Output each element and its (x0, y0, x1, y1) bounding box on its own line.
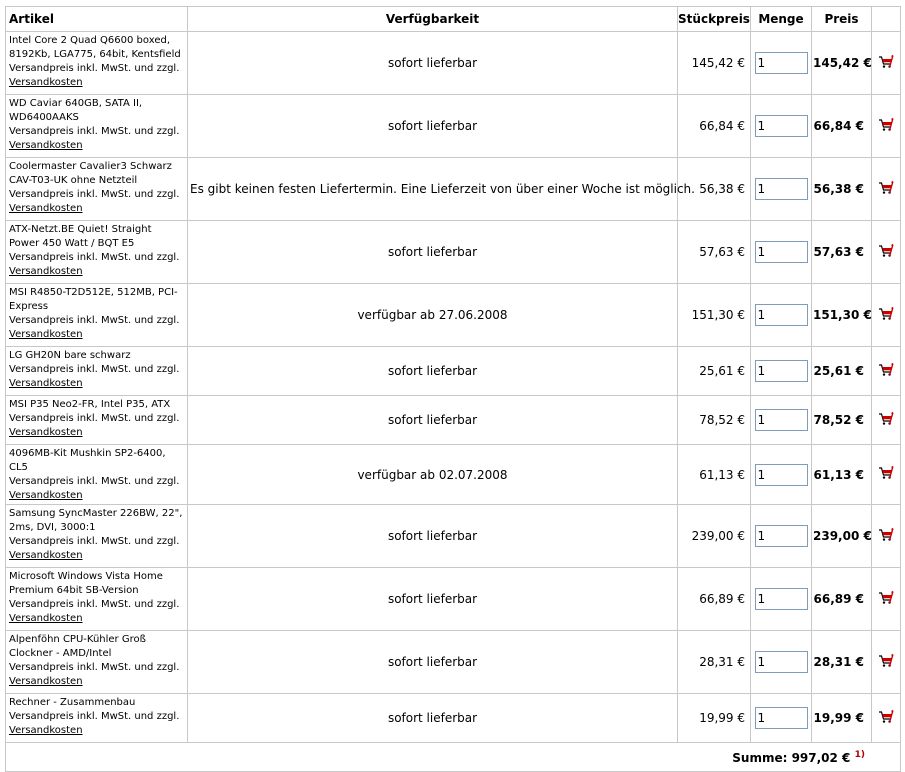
article-name: Coolermaster Cavalier3 Schwarz CAV-T03-UK ohne Netzteil (9, 161, 172, 186)
line-price: 145,42 € (812, 32, 872, 95)
remove-from-cart-icon[interactable] (878, 465, 894, 479)
quantity-input[interactable] (755, 651, 808, 673)
availability: sofort lieferbar (188, 396, 678, 445)
quantity-input[interactable] (755, 525, 808, 547)
line-price: 239,00 € (812, 505, 872, 568)
availability: sofort lieferbar (188, 221, 678, 284)
quantity-cell (751, 158, 812, 221)
article-cell (6, 631, 188, 694)
shipping-note: Versandpreis inkl. MwSt. und zzgl. (9, 189, 180, 200)
line-price: 66,84 € (812, 95, 872, 158)
shipping-note: Versandpreis inkl. MwSt. und zzgl. (9, 662, 180, 673)
unit-price: 66,89 € (678, 568, 751, 631)
cart-table (5, 6, 901, 772)
action-cell (872, 631, 901, 694)
shipping-costs-link[interactable]: Versandkosten (9, 203, 83, 214)
table-row (6, 95, 901, 158)
quantity-input[interactable] (755, 304, 808, 326)
quantity-cell (751, 95, 812, 158)
action-cell (872, 568, 901, 631)
article-name: 4096MB-Kit Mushkin SP2-6400, CL5 (9, 448, 166, 473)
quantity-input[interactable] (755, 241, 808, 263)
article-cell (6, 396, 188, 445)
remove-from-cart-icon[interactable] (878, 590, 894, 604)
shipping-costs-link[interactable]: Versandkosten (9, 490, 83, 501)
shipping-note: Versandpreis inkl. MwSt. und zzgl. (9, 413, 180, 424)
remove-from-cart-icon[interactable] (878, 180, 894, 194)
unit-price: 25,61 € (678, 347, 751, 396)
header-stueckpreis: Stückpreis (678, 7, 751, 32)
article-cell (6, 32, 188, 95)
article-name: Microsoft Windows Vista Home Premium 64bit SB-Version (9, 571, 163, 596)
availability: Es gibt keinen festen Liefertermin. Eine Lieferzeit von über einer Woche ist möglich. (188, 158, 678, 221)
line-price: 19,99 € (812, 694, 872, 743)
shipping-note: Versandpreis inkl. MwSt. und zzgl. (9, 252, 180, 263)
availability: sofort lieferbar (188, 95, 678, 158)
unit-price: 57,63 € (678, 221, 751, 284)
quantity-cell (751, 568, 812, 631)
line-price: 151,30 € (812, 284, 872, 347)
line-price: 25,61 € (812, 347, 872, 396)
unit-price: 61,13 € (678, 445, 751, 505)
action-cell (872, 32, 901, 95)
table-row (6, 568, 901, 631)
line-price: 61,13 € (812, 445, 872, 505)
unit-price: 28,31 € (678, 631, 751, 694)
unit-price: 78,52 € (678, 396, 751, 445)
shipping-note: Versandpreis inkl. MwSt. und zzgl. (9, 315, 180, 326)
table-row (6, 221, 901, 284)
shipping-note: Versandpreis inkl. MwSt. und zzgl. (9, 364, 180, 375)
header-verfuegbarkeit: Verfügbarkeit (188, 7, 678, 32)
action-cell (872, 505, 901, 568)
article-name: MSI P35 Neo2-FR, Intel P35, ATX (9, 399, 171, 410)
article-cell (6, 158, 188, 221)
quantity-cell (751, 396, 812, 445)
unit-price: 66,84 € (678, 95, 751, 158)
table-row (6, 347, 901, 396)
remove-from-cart-icon[interactable] (878, 411, 894, 425)
remove-from-cart-icon[interactable] (878, 54, 894, 68)
action-cell (872, 445, 901, 505)
shipping-costs-link[interactable]: Versandkosten (9, 77, 83, 88)
article-cell (6, 347, 188, 396)
cart-total: Summe: 997,02 € (732, 750, 851, 765)
article-name: MSI R4850-T2D512E, 512MB, PCI-Express (9, 287, 178, 312)
availability: sofort lieferbar (188, 631, 678, 694)
article-name: Rechner - Zusammenbau (9, 697, 136, 708)
availability: sofort lieferbar (188, 568, 678, 631)
unit-price: 145,42 € (678, 32, 751, 95)
availability: sofort lieferbar (188, 505, 678, 568)
quantity-input[interactable] (755, 464, 808, 486)
article-name: LG GH20N bare schwarz (9, 350, 131, 361)
remove-from-cart-icon[interactable] (878, 653, 894, 667)
shipping-costs-link[interactable]: Versandkosten (9, 140, 83, 151)
shipping-costs-link[interactable]: Versandkosten (9, 427, 83, 438)
quantity-cell (751, 347, 812, 396)
unit-price: 56,38 € (678, 158, 751, 221)
availability: verfügbar ab 27.06.2008 (188, 284, 678, 347)
unit-price: 239,00 € (678, 505, 751, 568)
article-cell (6, 694, 188, 743)
quantity-cell (751, 694, 812, 743)
table-row (6, 631, 901, 694)
shipping-note: Versandpreis inkl. MwSt. und zzgl. (9, 476, 180, 487)
unit-price: 151,30 € (678, 284, 751, 347)
quantity-cell (751, 505, 812, 568)
remove-from-cart-icon[interactable] (878, 243, 894, 257)
header-actions (872, 7, 901, 32)
article-name: Intel Core 2 Quad Q6600 boxed, 8192Kb, LGA775, 64bit, Kentsfield (9, 35, 181, 60)
availability: sofort lieferbar (188, 347, 678, 396)
quantity-input[interactable] (755, 360, 808, 382)
quantity-cell (751, 284, 812, 347)
unit-price: 19,99 € (678, 694, 751, 743)
table-row (6, 505, 901, 568)
quantity-cell (751, 445, 812, 505)
table-header-row (6, 7, 901, 32)
remove-from-cart-icon[interactable] (878, 117, 894, 131)
shipping-costs-link[interactable]: Versandkosten (9, 329, 83, 340)
quantity-cell (751, 221, 812, 284)
article-name: Alpenföhn CPU-Kühler Groß Clockner - AMD/Intel (9, 634, 146, 659)
header-artikel: Artikel (6, 7, 188, 32)
quantity-input[interactable] (755, 52, 808, 74)
line-price: 28,31 € (812, 631, 872, 694)
line-price: 57,63 € (812, 221, 872, 284)
header-menge: Menge (751, 7, 812, 32)
action-cell (872, 221, 901, 284)
shipping-costs-link[interactable]: Versandkosten (9, 725, 83, 736)
article-name: Samsung SyncMaster 226BW, 22", 2ms, DVI, 3000:1 (9, 508, 183, 533)
quantity-input[interactable] (755, 588, 808, 610)
shipping-note: Versandpreis inkl. MwSt. und zzgl. (9, 599, 180, 610)
table-row (6, 158, 901, 221)
quantity-input[interactable] (755, 707, 808, 729)
shipping-costs-link[interactable]: Versandkosten (9, 266, 83, 277)
quantity-input[interactable] (755, 178, 808, 200)
table-row (6, 32, 901, 95)
action-cell (872, 158, 901, 221)
shipping-note: Versandpreis inkl. MwSt. und zzgl. (9, 711, 180, 722)
footnote-marker[interactable]: 1) (854, 749, 865, 760)
availability: sofort lieferbar (188, 694, 678, 743)
article-cell (6, 505, 188, 568)
shipping-costs-link[interactable]: Versandkosten (9, 550, 83, 561)
remove-from-cart-icon[interactable] (878, 306, 894, 320)
quantity-input[interactable] (755, 409, 808, 431)
shopping-cart (5, 6, 900, 772)
remove-from-cart-icon[interactable] (878, 362, 894, 376)
quantity-cell (751, 32, 812, 95)
quantity-cell (751, 631, 812, 694)
header-preis: Preis (812, 7, 872, 32)
availability: verfügbar ab 02.07.2008 (188, 445, 678, 505)
article-name: ATX-Netzt.BE Quiet! Straight Power 450 Watt / BQT E5 (9, 224, 152, 249)
remove-from-cart-icon[interactable] (878, 709, 894, 723)
table-row (6, 396, 901, 445)
article-cell (6, 445, 188, 505)
availability: sofort lieferbar (188, 32, 678, 95)
quantity-input[interactable] (755, 115, 808, 137)
table-row (6, 694, 901, 743)
shipping-costs-link[interactable]: Versandkosten (9, 613, 83, 624)
action-cell (872, 95, 901, 158)
summary-cell (6, 743, 901, 772)
action-cell (872, 396, 901, 445)
article-name: WD Caviar 640GB, SATA II, WD6400AAKS (9, 98, 143, 123)
article-cell (6, 95, 188, 158)
shipping-costs-link[interactable]: Versandkosten (9, 378, 83, 389)
action-cell (872, 694, 901, 743)
remove-from-cart-icon[interactable] (878, 527, 894, 541)
article-cell (6, 221, 188, 284)
article-cell (6, 284, 188, 347)
shipping-note: Versandpreis inkl. MwSt. und zzgl. (9, 126, 180, 137)
table-row (6, 445, 901, 505)
action-cell (872, 347, 901, 396)
line-price: 78,52 € (812, 396, 872, 445)
shipping-note: Versandpreis inkl. MwSt. und zzgl. (9, 63, 180, 74)
shipping-note: Versandpreis inkl. MwSt. und zzgl. (9, 536, 180, 547)
article-cell (6, 568, 188, 631)
shipping-costs-link[interactable]: Versandkosten (9, 676, 83, 687)
table-row (6, 284, 901, 347)
line-price: 66,89 € (812, 568, 872, 631)
line-price: 56,38 € (812, 158, 872, 221)
action-cell (872, 284, 901, 347)
summary-row (6, 743, 901, 772)
